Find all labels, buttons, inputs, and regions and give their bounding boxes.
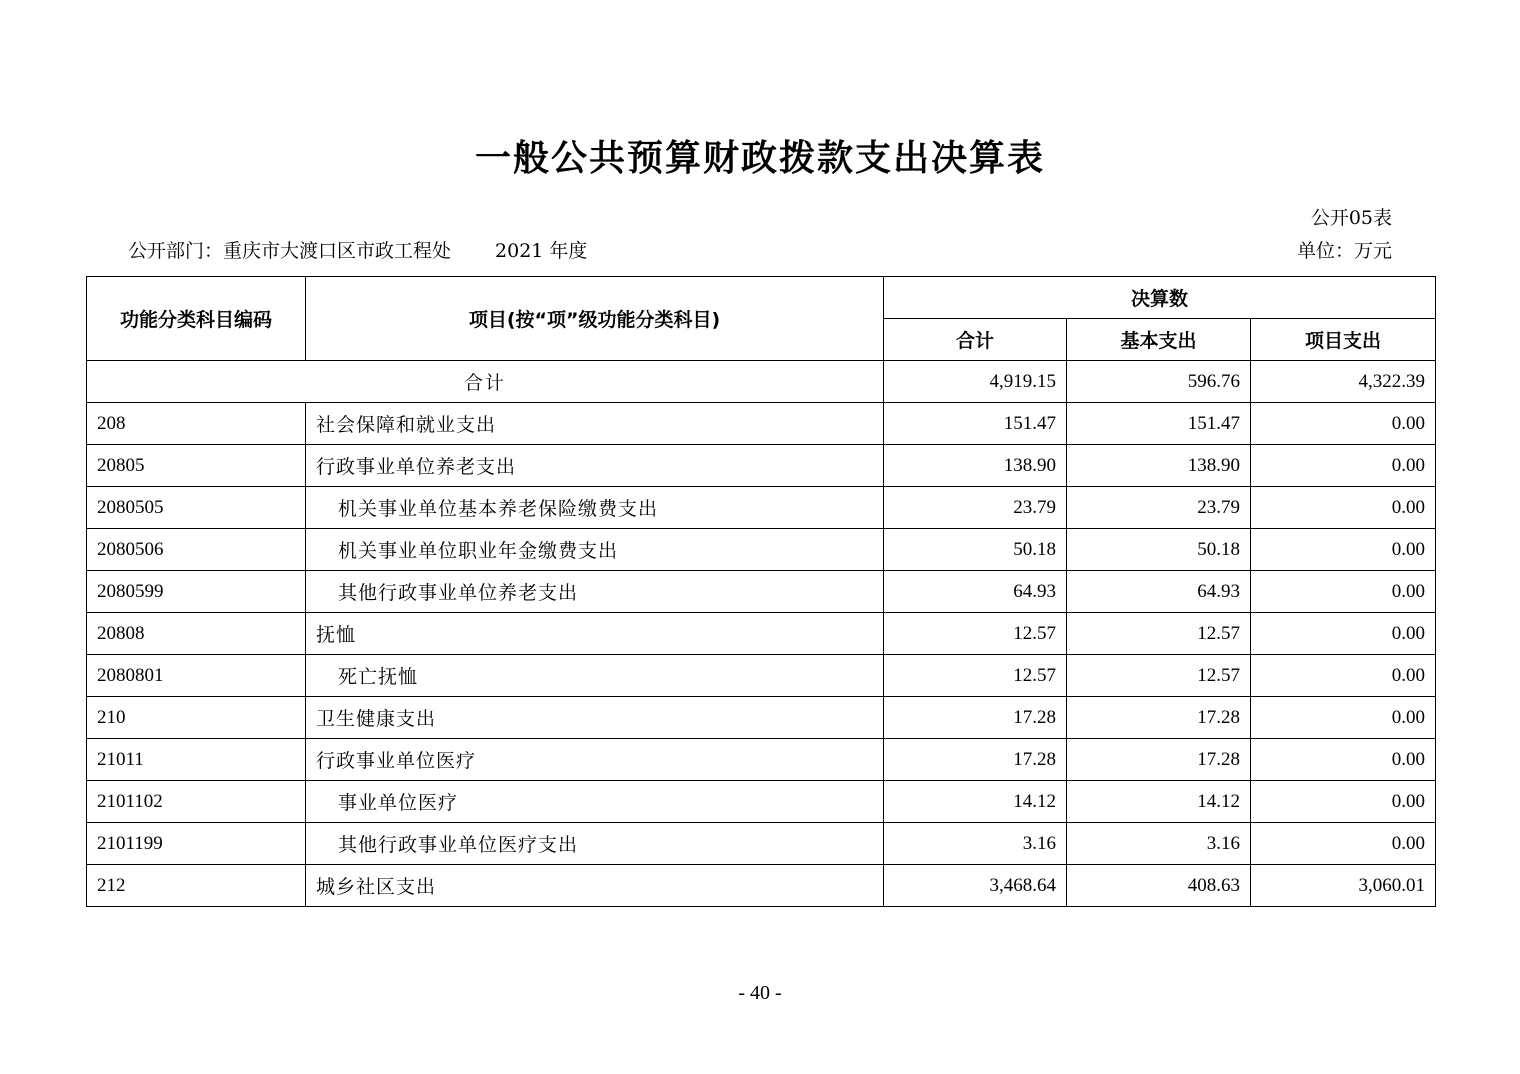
- code-cell: 212: [87, 865, 306, 907]
- basic-cell: 151.47: [1067, 403, 1251, 445]
- total-cell: 12.57: [884, 613, 1067, 655]
- table-row: [87, 781, 1436, 823]
- code-cell: 20808: [87, 613, 306, 655]
- code-cell: 2101102: [87, 781, 306, 823]
- total-cell: 17.28: [884, 697, 1067, 739]
- basic-cell: 3.16: [1067, 823, 1251, 865]
- department-label: 公开部门：重庆市大渡口区市政工程处: [128, 240, 452, 262]
- total-cell: 3,468.64: [884, 865, 1067, 907]
- basic-cell: 50.18: [1067, 529, 1251, 571]
- code-cell: 21011: [87, 739, 306, 781]
- item-name-cell: 机关事业单位基本养老保险缴费支出: [306, 487, 884, 529]
- item-name-cell: 行政事业单位养老支出: [306, 445, 884, 487]
- project-cell: 0.00: [1251, 655, 1436, 697]
- project-cell: 0.00: [1251, 571, 1436, 613]
- basic-cell: 12.57: [1067, 613, 1251, 655]
- project-cell: 0.00: [1251, 445, 1436, 487]
- department-line: [128, 236, 587, 263]
- basic-cell: 23.79: [1067, 487, 1251, 529]
- project-cell: 0.00: [1251, 781, 1436, 823]
- total-cell: 23.79: [884, 487, 1067, 529]
- project-cell: 0.00: [1251, 697, 1436, 739]
- page-number: - 40 -: [738, 982, 782, 1004]
- basic-cell: 17.28: [1067, 697, 1251, 739]
- table-row: [87, 697, 1436, 739]
- header-total: 合计: [884, 319, 1067, 361]
- total-cell: 4,919.15: [884, 361, 1067, 403]
- project-cell: 0.00: [1251, 403, 1436, 445]
- header-project: 项目支出: [1251, 319, 1436, 361]
- total-row: [87, 361, 1436, 403]
- item-name-cell: 其他行政事业单位医疗支出: [306, 823, 884, 865]
- basic-cell: 14.12: [1067, 781, 1251, 823]
- total-cell: 138.90: [884, 445, 1067, 487]
- table-row: [87, 487, 1436, 529]
- year-label: 2021 年度: [495, 240, 588, 262]
- header-basic: 基本支出: [1067, 319, 1251, 361]
- header-code: 功能分类科目编码: [87, 277, 306, 361]
- basic-cell: 12.57: [1067, 655, 1251, 697]
- basic-cell: 138.90: [1067, 445, 1251, 487]
- code-cell: 20805: [87, 445, 306, 487]
- project-cell: 0.00: [1251, 823, 1436, 865]
- project-cell: 3,060.01: [1251, 865, 1436, 907]
- project-cell: 0.00: [1251, 613, 1436, 655]
- code-cell: 2101199: [87, 823, 306, 865]
- header-settlement: 决算数: [884, 277, 1436, 319]
- table-row: [87, 823, 1436, 865]
- table-row: [87, 739, 1436, 781]
- form-number: 公开05表: [1310, 207, 1392, 229]
- item-name-cell: 社会保障和就业支出: [306, 403, 884, 445]
- item-name-cell: 行政事业单位医疗: [306, 739, 884, 781]
- total-cell: 151.47: [884, 403, 1067, 445]
- table-row: [87, 403, 1436, 445]
- unit-label: 单位：万元: [1296, 240, 1392, 262]
- code-cell: 2080506: [87, 529, 306, 571]
- item-name-cell: 城乡社区支出: [306, 865, 884, 907]
- basic-cell: 17.28: [1067, 739, 1251, 781]
- table-row: [87, 445, 1436, 487]
- table-row: [87, 529, 1436, 571]
- code-cell: 208: [87, 403, 306, 445]
- item-name-cell: 事业单位医疗: [306, 781, 884, 823]
- page-title: 一般公共预算财政拨款支出决算表: [474, 138, 1045, 179]
- item-name-cell: 抚恤: [306, 613, 884, 655]
- total-cell: 17.28: [884, 739, 1067, 781]
- item-name-cell: 死亡抚恤: [306, 655, 884, 697]
- header-item: 项目(按“项”级功能分类科目): [306, 277, 884, 361]
- total-label: 合计: [87, 361, 884, 403]
- item-name-cell: 卫生健康支出: [306, 697, 884, 739]
- table-row: [87, 613, 1436, 655]
- total-cell: 64.93: [884, 571, 1067, 613]
- project-cell: 0.00: [1251, 739, 1436, 781]
- total-cell: 50.18: [884, 529, 1067, 571]
- table-row: [87, 571, 1436, 613]
- total-cell: 14.12: [884, 781, 1067, 823]
- table-row: [87, 865, 1436, 907]
- total-cell: 12.57: [884, 655, 1067, 697]
- budget-table: [86, 276, 1436, 907]
- code-cell: 2080505: [87, 487, 306, 529]
- basic-cell: 64.93: [1067, 571, 1251, 613]
- project-cell: 4,322.39: [1251, 361, 1436, 403]
- basic-cell: 408.63: [1067, 865, 1251, 907]
- code-cell: 2080801: [87, 655, 306, 697]
- code-cell: 210: [87, 697, 306, 739]
- code-cell: 2080599: [87, 571, 306, 613]
- basic-cell: 596.76: [1067, 361, 1251, 403]
- project-cell: 0.00: [1251, 529, 1436, 571]
- project-cell: 0.00: [1251, 487, 1436, 529]
- item-name-cell: 其他行政事业单位养老支出: [306, 571, 884, 613]
- total-cell: 3.16: [884, 823, 1067, 865]
- table-row: [87, 655, 1436, 697]
- item-name-cell: 机关事业单位职业年金缴费支出: [306, 529, 884, 571]
